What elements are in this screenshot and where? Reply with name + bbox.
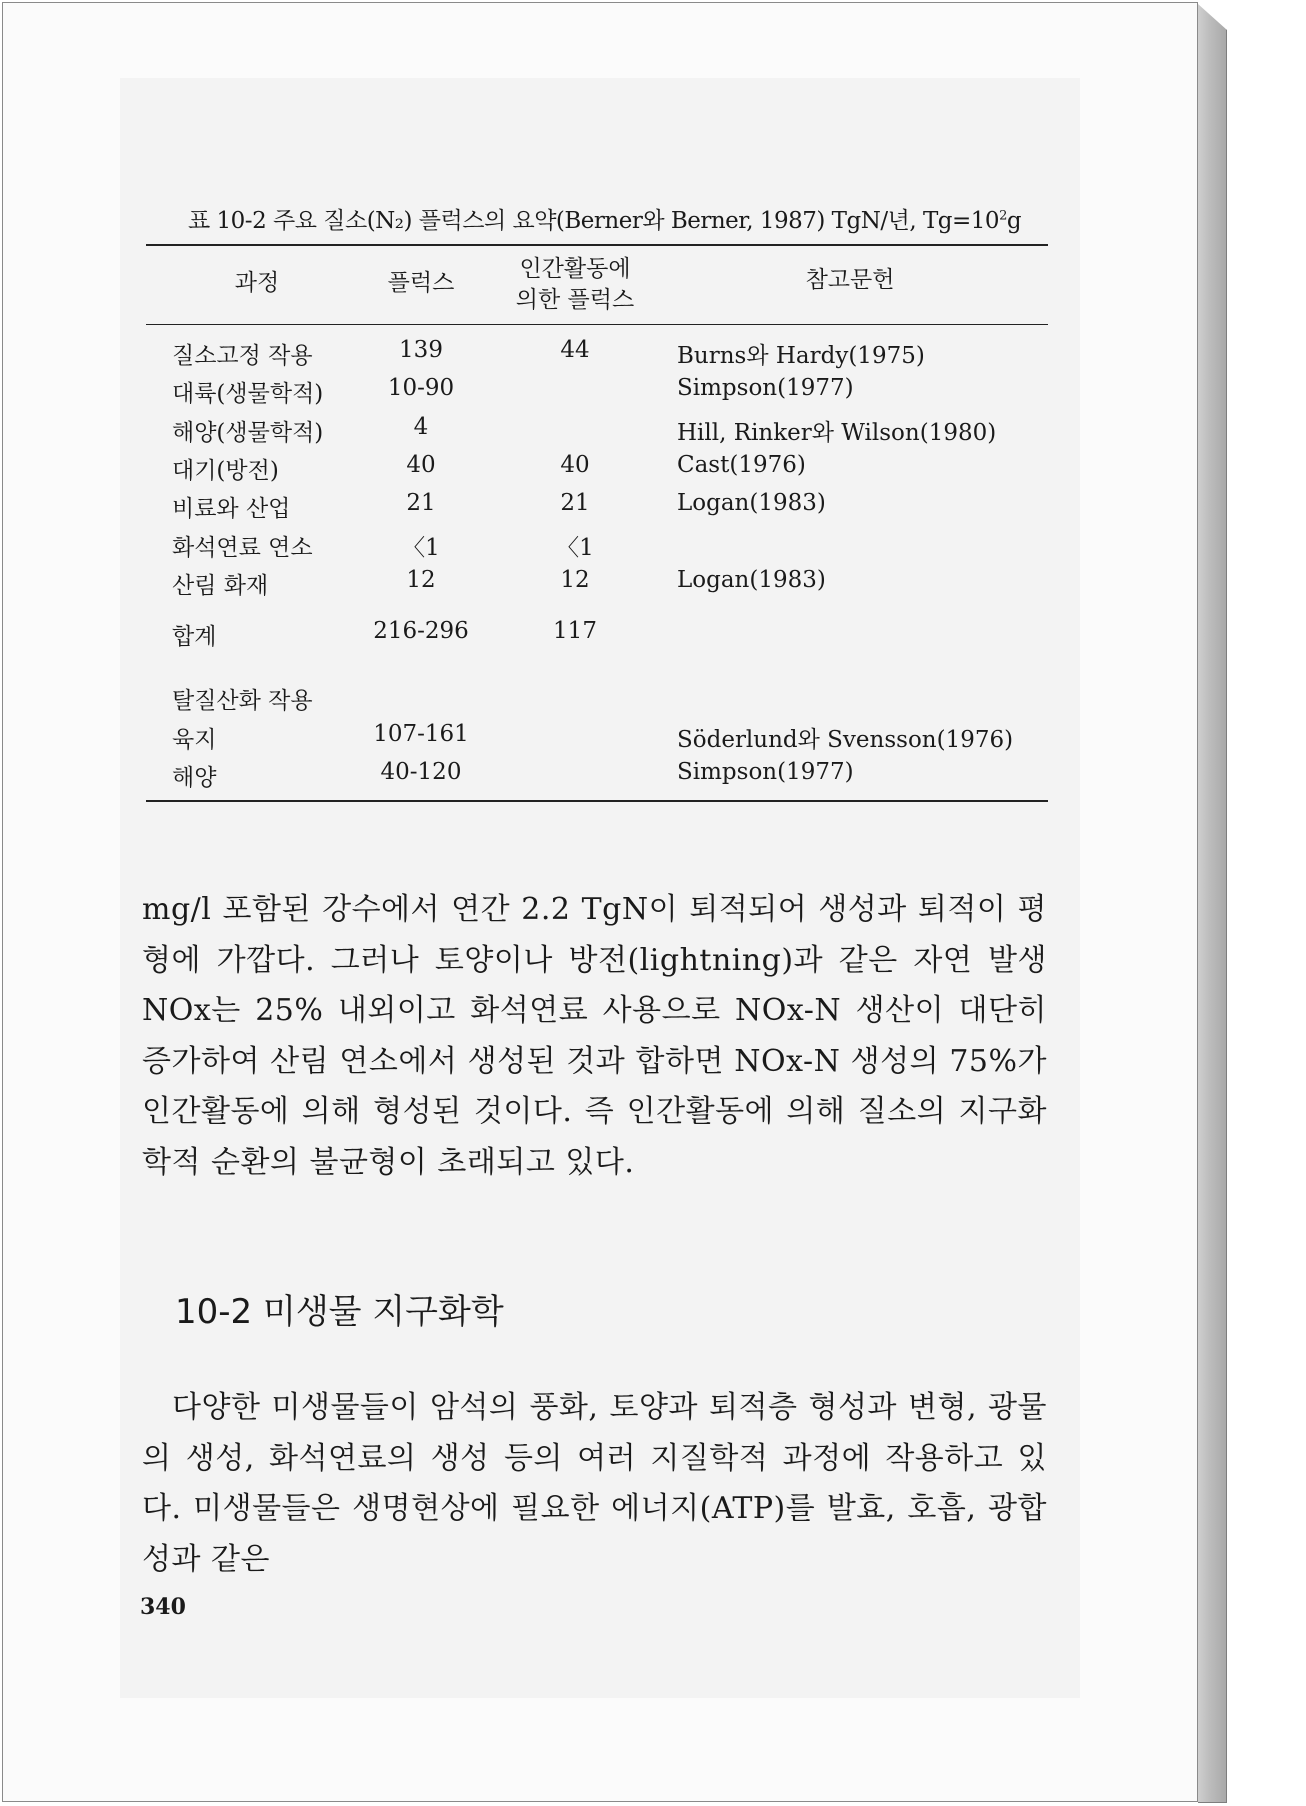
header-human-flux-line2: 의한 플럭스 [515,287,635,313]
table-cell-flux: 139 [399,337,443,363]
header-human-flux [490,254,660,316]
header-reference: 참고문헌 [805,267,895,293]
table-cell-process: 탈질산화 작용 [172,688,313,714]
table-cell-flux: 40-120 [380,759,462,785]
table-cell-process: 대기(방전) [172,458,279,484]
table-cell-process: 육지 [172,727,217,753]
table-cell-process: 해양 [172,765,217,791]
table-cell-ref: Simpson(1977) [677,759,854,785]
table-cell-flux: 〈1 [402,535,440,561]
table-cell-process: 비료와 산업 [172,496,291,522]
book-spine [1198,4,1227,1803]
table-cell-process: 화석연료 연소 [172,535,313,561]
table-caption-superscript: 2 [999,208,1007,224]
table-cell-flux: 4 [413,414,429,440]
table-cell-process: 산림 화재 [172,573,269,599]
table-cell-process: 해양(생물학적) [172,420,324,446]
paragraph-2: 다양한 미생물들이 암석의 풍화, 토양과 퇴적층 형성과 변형, 광물의 생성, 화석연료의 생성 등의 여러 지질학적 과정에 작용하고 있다. 미생물들은 생명현상에 필요한 에너지(ATP)를 발효, 호흡, 광합성과 같은 [142,1390,1047,1577]
table-bottom-rule [146,800,1048,802]
table-cell-flux: 21 [406,490,436,516]
table-cell-human: 12 [560,567,590,593]
table-header-rule [146,324,1048,325]
table-caption-text: 표 10-2 주요 질소(N₂) 플럭스의 요약(Berner와 Berner, 1987) TgN/년, Tg=10 [188,208,1000,234]
table-cell-human: 117 [553,618,597,644]
table-cell-human: 44 [560,337,590,363]
table-cell-flux: 12 [406,567,436,593]
table-cell-process: 질소고정 작용 [172,343,313,369]
section-heading: 10-2 미생물 지구화학 [175,1292,504,1332]
paragraph-1: mg/l 포함된 강수에서 연간 2.2 TgN이 퇴적되어 생성과 퇴적이 평형에 가깝다. 그러나 토양이나 방전(lightning)과 같은 자연 발생 NOx는 25% 내외이고 화석연료 사용으로 NOx-N 생산이 대단히 증가하여 산림 연소에서 생성된 것과 합하면 NOx-N 생성의 75%가 인간활동에 의해 형성된 것이다. 즉 인간활동에 의해 질소의 지구화학적 순환의 불균형이 초래되고 있다. [142,892,1047,1180]
header-flux: 플럭스 [387,270,455,296]
table-cell-ref: Burns와 Hardy(1975) [677,343,925,369]
page-number: 340 [140,1594,186,1620]
header-human-flux-line1: 인간활동에 [519,256,631,282]
table-caption [188,202,1048,235]
table-cell-process: 합계 [172,624,217,650]
table-cell-flux: 10-90 [387,375,455,401]
table-top-rule [146,244,1048,246]
table-cell-flux: 40 [406,452,436,478]
table-caption-unit: g [1006,208,1022,234]
table-cell-ref: Logan(1983) [677,567,826,593]
table-cell-ref: Hill, Rinker와 Wilson(1980) [677,420,997,446]
table-cell-human: 21 [560,490,590,516]
table-cell-ref: Logan(1983) [677,490,826,516]
table-cell-ref: Cast(1976) [677,452,806,478]
table-cell-process: 대륙(생물학적) [172,381,324,407]
table-cell-flux: 216-296 [373,618,469,644]
header-process: 과정 [234,270,280,296]
table-cell-flux: 107-161 [373,721,469,747]
table-cell-ref: Simpson(1977) [677,375,854,401]
table-cell-human: 〈1 [556,535,594,561]
table-cell-human: 40 [560,452,590,478]
table-cell-ref: Söderlund와 Svensson(1976) [677,727,1014,753]
